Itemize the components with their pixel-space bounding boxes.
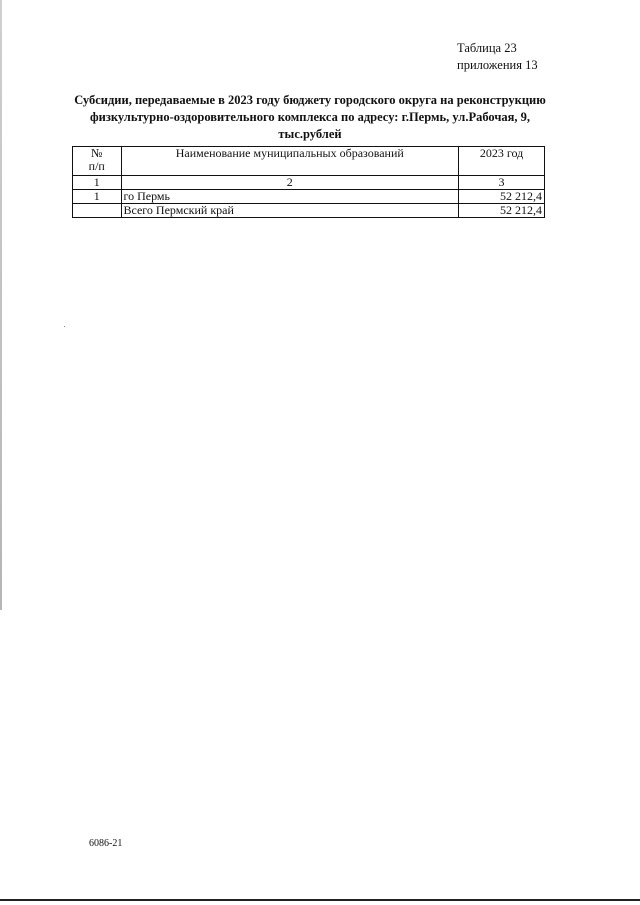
- header-number-line-1: №: [91, 146, 103, 160]
- table-total-row: [73, 204, 545, 218]
- document-code: 6086-21: [89, 838, 123, 849]
- table-index-row: [73, 176, 545, 190]
- index-cell-3: 3: [459, 176, 545, 190]
- document-title: [60, 92, 560, 143]
- row-name: го Пермь: [121, 190, 459, 204]
- total-name: Всего Пермский край: [121, 204, 459, 218]
- title-line-2: физкультурно-оздоровительного комплекса по адресу: г.Пермь, ул.Рабочая, 9, тыс.рублей: [89, 110, 531, 141]
- subsidy-table: [72, 146, 545, 218]
- table-number: Таблица 23: [457, 41, 517, 55]
- scan-speck: [64, 326, 65, 327]
- title-line-1: Субсидии, передаваемые в 2023 году бюджету городского округа на реконструкцию: [74, 93, 546, 107]
- table-reference: [457, 40, 538, 74]
- row-number: 1: [73, 190, 122, 204]
- header-number: [73, 147, 122, 176]
- table-header-row: [73, 147, 545, 176]
- appendix-number: приложения 13: [457, 58, 538, 72]
- row-value: 52 212,4: [459, 190, 545, 204]
- scan-left-edge: [0, 0, 2, 610]
- index-cell-2: 2: [121, 176, 459, 190]
- index-cell-1: 1: [73, 176, 122, 190]
- total-value: 52 212,4: [459, 204, 545, 218]
- header-year: 2023 год: [459, 147, 545, 176]
- scan-bottom-edge: [0, 899, 640, 901]
- table-row: [73, 190, 545, 204]
- total-number: [73, 204, 122, 218]
- header-number-line-2: п/п: [88, 159, 105, 173]
- header-name: Наименование муниципальных образований: [121, 147, 459, 176]
